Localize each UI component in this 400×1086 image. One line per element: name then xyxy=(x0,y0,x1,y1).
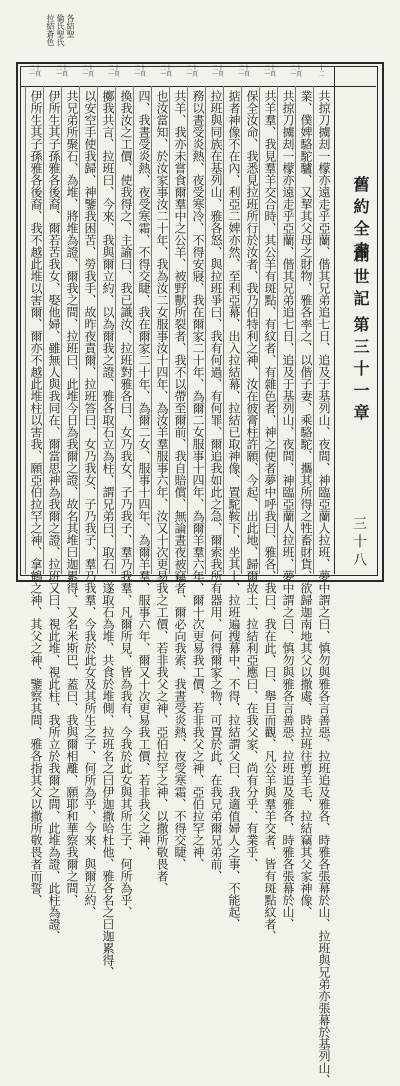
column-divider xyxy=(43,86,44,574)
header-cell xyxy=(205,66,231,86)
text-column: 業、僕婢駱駝驢、又挈其父母之財物、雅各率之、以偕子妻、乘駱駝、攜其所得之牲畜財貨、欲歸迦南地其父以撒處、時拉班往剪羊毛、拉結竊其父家神像、 xyxy=(299,90,313,918)
text-column: 掂者神像不在內、利亞二婢亦然、至利亞幕、出入拉結幕、拉結已取神像、置駝鞍下、坐其上、拉班遍搜幕中、不得、拉結謂父曰、我適值婦人之事、不能起、 xyxy=(227,90,241,930)
column-divider xyxy=(313,86,314,574)
header-cell xyxy=(101,66,127,86)
column-divider xyxy=(241,86,242,574)
column-divider xyxy=(259,86,260,574)
text-column: 換我汝之工價、使我得之、主諭曰、我已識汝、拉班對雅各曰、女乃我女、子乃我子、羣乃我羣、凡爾所見、皆為我有、今我於此女與其所生子、何所為乎、 xyxy=(119,90,133,918)
column-divider xyxy=(223,86,224,574)
header-cell xyxy=(153,66,179,86)
column-divider xyxy=(295,86,296,574)
text-column: 保全汝命、我悉見拉班所行於汝者、我乃伯特利之神、汝在彼膏柱許願、今起、出此地、歸爾故土、拉結利亞應曰、在我父家、尚有分乎、有業乎、 xyxy=(245,90,259,870)
header-cell xyxy=(257,66,283,86)
column-divider xyxy=(25,86,26,574)
text-column: 拉班與同族在基列山、雅各怒、與拉班爭曰、我有何過、有何罪、爾追我如此之急、爾索我所有器用、何得爾家之物、可置於此、在我兄弟爾兄弟前、 xyxy=(209,90,223,882)
header-cell xyxy=(179,66,205,86)
header-cell-line: 一頁 xyxy=(159,71,172,78)
text-column: 伊所生其子孫雅各後裔、爾若苦我女、娶他婦、雖無人與我同在、爾當思神為我爾之證、拉班又曰、視此堆、視此柱、我所立於我爾之間、此堆為證、此柱為證、 xyxy=(47,90,61,942)
header-cell xyxy=(21,66,49,86)
header-cell-line: 二十 xyxy=(81,65,94,72)
title-column xyxy=(334,66,373,574)
chapter-title: 創世記 xyxy=(351,246,370,312)
header-cell-line: 一頁 xyxy=(263,71,276,78)
text-column: 擲我共言、拉班曰、今來、我與爾立約、以為爾我之證、雅各取石立為柱、謂兄弟曰、取石、遂取石為堆、共食於堆側、拉班名之曰伊迦撒哈杜他、雅各名之曰迦累得、 xyxy=(101,90,115,978)
text-column: 共掠刀擄刦一檬亦遠走乎亞蘭、偕其兄弟追七日、追及于基列山、夜間、神臨亞蘭人拉班、夢中謂之曰、慎勿與雅各言善惡、拉班追及雅各、時雅各張幕於山、拉班與兄弟亦張幕於基列山、 xyxy=(317,90,331,1086)
header-cell-line: 一頁 xyxy=(133,71,146,78)
header-cell-line: 二十 xyxy=(185,65,198,72)
header-cell-line: 十 xyxy=(318,65,325,72)
text-column: 也汝當知、於汝家事汝二十年、我為汝二女服事汝十四年、為汝羊羣服事六年、汝又十次更易我之工價、若非我父之神、亞伯拉罕之神、以撒所敬畏者、 xyxy=(155,90,169,894)
header-cell xyxy=(127,66,153,86)
text-column: 四、我晝受炎熱、夜受寒霜、不得交睫、我在爾家二十年、為爾二女、服事十四年、為爾羊羣、服事六年、爾又十次更易我工價、若非我父之神、 xyxy=(137,90,151,858)
text-column: 以安空手使我歸、神鑒我困苦、勞我手、故昨夜責爾、拉班答曰、女乃我女、子乃我子、羣乃我羣、今我於此女及其所生之子、何所為乎、今來、與爾立約、 xyxy=(83,90,97,918)
header-cell-line: 一頁 xyxy=(55,71,68,78)
header-cell xyxy=(49,66,75,86)
header-band xyxy=(20,66,376,87)
book-title: 舊約全書 xyxy=(351,176,370,264)
header-cell-line: 一頁 xyxy=(28,71,41,78)
header-cell-line: 二十 xyxy=(289,65,302,72)
column-divider xyxy=(169,86,170,574)
text-column: 共掠刀擄刦一檬亦遠走乎亞蘭、偕其兄弟追七日、追及于基列山、夜間、神臨亞蘭人拉班、夢中謂之曰、慎勿與雅各言善惡、拉班追及雅各、時雅各張幕於山、 xyxy=(281,90,295,930)
column-divider xyxy=(79,86,80,574)
header-cell-line: 二十 xyxy=(159,65,172,72)
text-column: 共兄弟所聚石、為堆、將堆為證、爾我之間、拉班曰、此堆今日為我爾之證、故名其堆曰迦累得、又名米斯巴、蓋曰、我與爾相離、願耶和華察我爾之間、 xyxy=(65,90,79,906)
column-divider xyxy=(115,86,116,574)
column-divider xyxy=(151,86,152,574)
header-cell-line: 二十 xyxy=(28,65,41,72)
chapter-number: 第三十一章 xyxy=(351,316,370,426)
header-cell-line: 二十 xyxy=(133,65,146,72)
text-column: 伊所生其子孫雅各後裔、我不越此堆以害爾、爾亦不越此堆柱以害我、願亞伯拉罕之神、拿鶴之神、其父之神、鑒察其間、雅各指其父以撒所敬畏者而誓、 xyxy=(29,90,43,906)
column-divider xyxy=(277,86,278,574)
text-column: 共羊、我亦未嘗食爾羣中之公羊、被野獸所裂者、我不以帶至爾前、我自賠償、無論晝夜被竊者、爾必向我索、我晝受炎熱、夜受寒霜、不得交睫、 xyxy=(173,90,187,870)
header-cell-line: 二十 xyxy=(211,65,224,72)
column-divider xyxy=(133,86,134,574)
text-column: 共羊羣、我見羣羊交合時、其公羊有斑點、有紋者、有雜色者、神之使者夢中呼我曰、雅各、我曰、我在此、曰、舉目而觀、凡公羊與羣羊交者、皆有斑點紋者、 xyxy=(263,90,277,942)
header-cell-line: 二十 xyxy=(107,65,120,72)
header-cell-line: 一頁 xyxy=(289,71,302,78)
header-cell xyxy=(75,66,101,86)
text-column: 務以晝受炎熱、夜受寒冷、不得安寢、我在爾家二十年、為爾二女服事十四年、為爾羊羣六年、爾十次更易我工價、若非我父之神、亞伯拉罕之神、 xyxy=(191,90,205,870)
column-divider xyxy=(97,86,98,574)
header-cell-line: 一頁 xyxy=(211,71,224,78)
header-cell-line: 一頁 xyxy=(107,71,120,78)
top-note: 各結聖 xyxy=(66,14,75,38)
header-cell-line: 二十 xyxy=(263,65,276,72)
top-note: 拉結蒼色 xyxy=(46,14,55,46)
header-cell xyxy=(309,66,334,86)
header-cell-line: 一頁 xyxy=(185,71,198,78)
header-cell-line: 二 xyxy=(318,71,325,78)
column-divider xyxy=(187,86,188,574)
header-cell xyxy=(283,66,309,86)
top-note: 倫氏聖氏 xyxy=(56,14,65,46)
column-divider xyxy=(61,86,62,574)
header-cell-line: 一頁 xyxy=(81,71,94,78)
header-cell-line: 二十 xyxy=(55,65,68,72)
header-cell xyxy=(231,66,257,86)
header-cell-line: 一頁 xyxy=(237,71,250,78)
header-cell-line: 二十 xyxy=(237,65,250,72)
page-number: 三十八 xyxy=(351,516,367,570)
column-divider xyxy=(205,86,206,574)
